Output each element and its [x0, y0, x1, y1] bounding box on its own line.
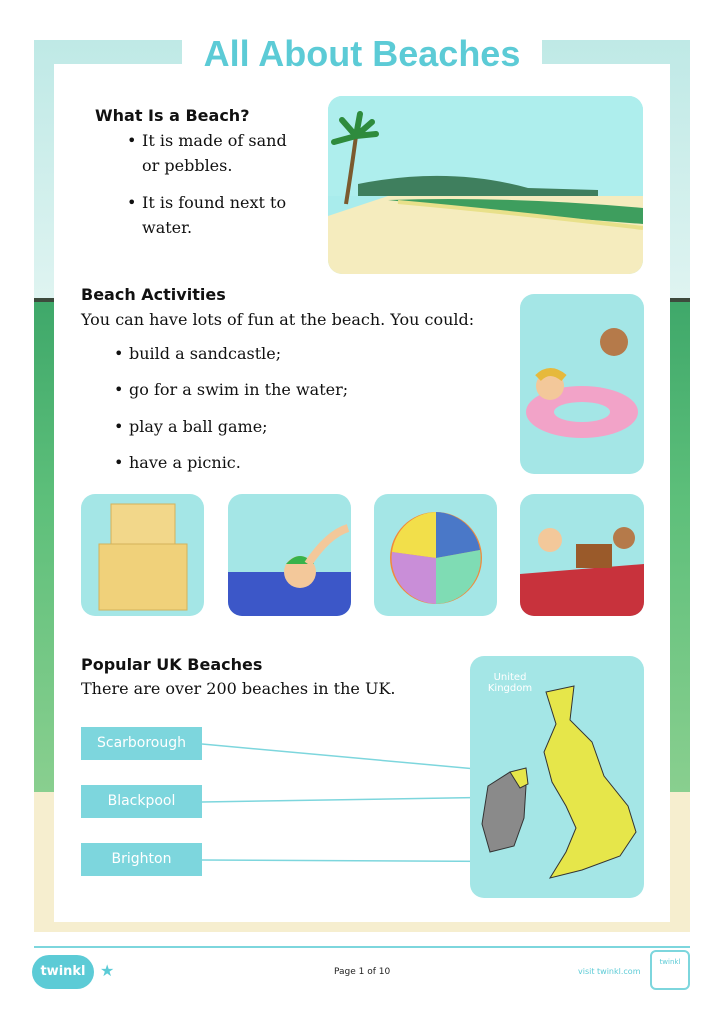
activities-intro: You can have lots of fun at the beach. You could:: [81, 310, 475, 329]
section-heading-activities: Beach Activities: [81, 285, 226, 304]
section-heading-what-is-beach: What Is a Beach?: [95, 106, 250, 125]
beach-label-brighton: Brighton: [81, 843, 202, 876]
activity-item: • go for a swim in the water;: [129, 378, 348, 402]
page-title: All About Beaches: [203, 33, 521, 74]
footer-divider: [34, 946, 690, 948]
map-label: United Kingdom: [487, 672, 533, 694]
activity-item: • have a picnic.: [129, 451, 241, 475]
beach-label-scarborough: Scarborough: [81, 727, 202, 760]
quality-badge: twinkl: [650, 950, 690, 990]
site-link[interactable]: visit twinkl.com: [578, 967, 641, 976]
bullet-sand-line1: • It is made of sand: [142, 129, 287, 153]
beach-label-blackpool: Blackpool: [81, 785, 202, 818]
uk-map-image: [470, 656, 644, 898]
bullet-water-line2: water.: [142, 218, 193, 237]
twinkl-logo: twinkl: [32, 955, 94, 989]
star-icon: ★: [100, 961, 115, 980]
page-number: Page 1 of 10: [334, 967, 391, 977]
activity-item: • build a sandcastle;: [129, 342, 281, 366]
bullet-water-line1: • It is found next to: [142, 191, 286, 215]
bullet-sand-line2: or pebbles.: [142, 156, 233, 175]
section-heading-uk-beaches: Popular UK Beaches: [81, 655, 263, 674]
uk-beaches-intro: There are over 200 beaches in the UK.: [81, 679, 396, 698]
activity-item: • play a ball game;: [129, 415, 268, 439]
